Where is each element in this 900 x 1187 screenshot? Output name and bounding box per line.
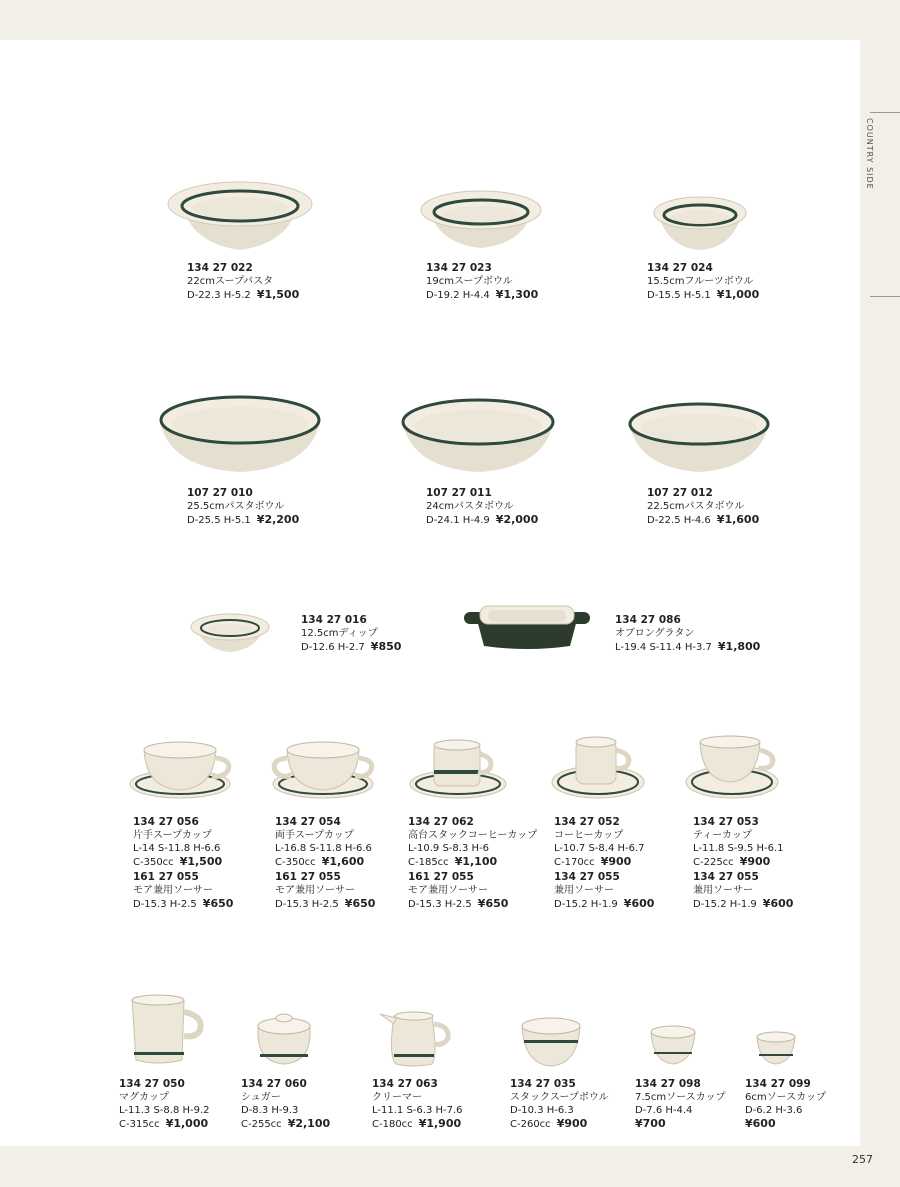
- product-price: ¥1,800: [717, 640, 761, 653]
- product-name: 高台スタックコーヒーカップ: [408, 830, 538, 841]
- one-handle-soup-cup-image: [128, 738, 236, 806]
- saucer-price: ¥650: [344, 897, 376, 910]
- product-name: スタックスープボウル: [510, 1092, 609, 1103]
- saucer-code: 134 27 055: [693, 871, 759, 883]
- product-dims: D-24.1 H-4.9: [426, 515, 490, 526]
- product-price: ¥1,500: [256, 288, 300, 301]
- product-134-27-098: [635, 1078, 726, 1130]
- product-code: 107 27 010: [187, 487, 253, 499]
- product-capacity: C-170cc: [554, 857, 595, 868]
- product-dims: D-6.2 H-3.6: [745, 1105, 803, 1116]
- product-price: ¥900: [556, 1117, 588, 1130]
- two-handle-soup-cup-image: [268, 738, 378, 806]
- product-name: 24cmパスタボウル: [426, 501, 514, 512]
- product-dims: D-19.2 H-4.4: [426, 290, 490, 301]
- oblong-gratin-image: [462, 600, 592, 652]
- saucer-dims: D-15.3 H-2.5: [133, 899, 197, 910]
- product-name: 25.5cmパスタボウル: [187, 501, 285, 512]
- product-price: ¥1,900: [418, 1117, 462, 1130]
- product-134-27-062: [408, 816, 537, 911]
- product-dims: D-15.5 H-5.1: [647, 290, 711, 301]
- saucer-price: ¥600: [762, 897, 794, 910]
- saucer-code: 161 27 055: [275, 871, 341, 883]
- product-code: 107 27 012: [647, 487, 713, 499]
- product-code: 134 27 050: [119, 1078, 185, 1090]
- product-dims: D-7.6 H-4.4: [635, 1105, 693, 1116]
- product-dims: D-25.5 H-5.1: [187, 515, 251, 526]
- product-code: 134 27 060: [241, 1078, 307, 1090]
- product-134-27-016: [301, 614, 401, 654]
- pasta-bowl-24-image: [398, 394, 558, 478]
- product-price: ¥1,000: [716, 288, 760, 301]
- product-capacity: C-260cc: [510, 1119, 551, 1130]
- product-dims: L-11.3 S-8.8 H-9.2: [119, 1105, 210, 1116]
- product-code: 134 27 086: [615, 614, 681, 626]
- product-code: 134 27 052: [554, 816, 620, 828]
- page-number: 257: [852, 1153, 873, 1166]
- fruit-bowl-image: [650, 192, 750, 256]
- saucer-code: 161 27 055: [133, 871, 199, 883]
- product-code: 134 27 063: [372, 1078, 438, 1090]
- pasta-bowl-25-image: [155, 390, 325, 480]
- product-code: 134 27 022: [187, 262, 253, 274]
- product-dims: D-22.3 H-5.2: [187, 290, 251, 301]
- saucer-name: モア兼用ソーサー: [408, 885, 488, 896]
- product-name: 7.5cmソースカップ: [635, 1092, 726, 1103]
- product-price: ¥900: [739, 855, 771, 868]
- sauce-cup-75-image: [648, 1024, 698, 1066]
- saucer-code: 134 27 055: [554, 871, 620, 883]
- section-label: COUNTRY SIDE: [865, 118, 874, 190]
- product-capacity: C-185cc: [408, 857, 449, 868]
- product-code: 134 27 098: [635, 1078, 701, 1090]
- saucer-dims: D-15.3 H-2.5: [408, 899, 472, 910]
- product-134-27-056: [133, 816, 233, 911]
- product-code: 134 27 062: [408, 816, 474, 828]
- saucer-name: モア兼用ソーサー: [275, 885, 355, 896]
- product-capacity: C-315cc: [119, 1119, 160, 1130]
- product-134-27-022: [187, 262, 299, 302]
- product-price: ¥2,200: [256, 513, 300, 526]
- product-price: ¥700: [635, 1117, 666, 1130]
- saucer-name: 兼用ソーサー: [554, 885, 614, 896]
- product-dims: L-11.8 S-9.5 H-6.1: [693, 843, 784, 854]
- product-price: ¥1,300: [495, 288, 539, 301]
- stack-soup-bowl-image: [518, 1014, 584, 1070]
- product-price: ¥600: [745, 1117, 776, 1130]
- product-dims: L-10.9 S-8.3 H-6: [408, 843, 489, 854]
- product-134-27-053: [693, 816, 793, 911]
- product-dims: L-10.7 S-8.4 H-6.7: [554, 843, 645, 854]
- product-name: 22.5cmパスタボウル: [647, 501, 745, 512]
- product-107-27-011: [426, 487, 538, 527]
- product-dims: L-14 S-11.8 H-6.6: [133, 843, 221, 854]
- product-name: マグカップ: [119, 1092, 169, 1103]
- product-name: 22cmスープパスタ: [187, 276, 274, 287]
- product-code: 107 27 011: [426, 487, 492, 499]
- saucer-code: 161 27 055: [408, 871, 474, 883]
- product-dims: D-8.3 H-9.3: [241, 1105, 299, 1116]
- stack-coffee-cup-image: [408, 736, 512, 806]
- product-134-27-060: [241, 1078, 330, 1131]
- product-134-27-099: [745, 1078, 826, 1130]
- saucer-dims: D-15.2 H-1.9: [693, 899, 757, 910]
- product-capacity: C-255cc: [241, 1119, 282, 1130]
- product-code: 134 27 054: [275, 816, 341, 828]
- product-134-27-052: [554, 816, 654, 911]
- saucer-dims: D-15.3 H-2.5: [275, 899, 339, 910]
- product-134-27-023: [426, 262, 538, 302]
- product-dims: D-10.3 H-6.3: [510, 1105, 574, 1116]
- product-name: 19cmスープボウル: [426, 276, 513, 287]
- sauce-cup-6-image: [754, 1030, 798, 1066]
- product-capacity: C-225cc: [693, 857, 734, 868]
- product-134-27-035: [510, 1078, 609, 1131]
- coffee-cup-image: [550, 736, 648, 806]
- product-capacity: C-350cc: [133, 857, 174, 868]
- product-name: 片手スープカップ: [133, 830, 212, 841]
- dip-bowl-image: [188, 610, 272, 654]
- product-name: 両手スープカップ: [275, 830, 354, 841]
- product-name: クリーマー: [372, 1092, 422, 1103]
- product-name: シュガー: [241, 1092, 281, 1103]
- product-name: ティーカップ: [693, 830, 752, 841]
- product-price: ¥1,500: [179, 855, 223, 868]
- soup-pasta-plate-image: [160, 172, 320, 262]
- saucer-dims: D-15.2 H-1.9: [554, 899, 618, 910]
- saucer-name: モア兼用ソーサー: [133, 885, 213, 896]
- product-dims: L-16.8 S-11.8 H-6.6: [275, 843, 372, 854]
- product-price: ¥1,600: [321, 855, 365, 868]
- product-code: 134 27 099: [745, 1078, 811, 1090]
- tea-cup-image: [684, 736, 782, 806]
- product-price: ¥1,600: [716, 513, 760, 526]
- product-name: オブロングラタン: [615, 628, 695, 639]
- product-name: 12.5cmディップ: [301, 628, 378, 639]
- side-rule-top: [870, 112, 900, 113]
- soup-bowl-19-image: [416, 186, 546, 256]
- side-rule-bottom: [870, 296, 900, 297]
- product-134-27-024: [647, 262, 759, 302]
- product-134-27-086: [615, 614, 760, 654]
- product-dims: L-19.4 S-11.4 H-3.7: [615, 642, 712, 653]
- product-dims: D-12.6 H-2.7: [301, 642, 365, 653]
- product-code: 134 27 016: [301, 614, 367, 626]
- product-price: ¥2,000: [495, 513, 539, 526]
- product-code: 134 27 056: [133, 816, 199, 828]
- product-price: ¥1,100: [454, 855, 498, 868]
- product-134-27-050: [119, 1078, 210, 1131]
- product-price: ¥1,000: [165, 1117, 209, 1130]
- product-name: コーヒーカップ: [554, 830, 624, 841]
- sugar-pot-image: [254, 1010, 314, 1068]
- product-name: 15.5cmフルーツボウル: [647, 276, 754, 287]
- product-price: ¥2,100: [287, 1117, 331, 1130]
- pasta-bowl-22-image: [626, 398, 772, 478]
- product-name: 6cmソースカップ: [745, 1092, 827, 1103]
- saucer-name: 兼用ソーサー: [693, 885, 753, 896]
- product-code: 134 27 035: [510, 1078, 576, 1090]
- mug-image: [128, 994, 208, 1070]
- product-price: ¥850: [370, 640, 402, 653]
- product-code: 134 27 023: [426, 262, 492, 274]
- product-price: ¥900: [600, 855, 632, 868]
- creamer-image: [378, 1008, 460, 1068]
- product-107-27-012: [647, 487, 759, 527]
- product-107-27-010: [187, 487, 299, 527]
- saucer-price: ¥650: [202, 897, 234, 910]
- product-dims: D-22.5 H-4.6: [647, 515, 711, 526]
- product-code: 134 27 053: [693, 816, 759, 828]
- saucer-price: ¥650: [477, 897, 509, 910]
- product-134-27-063: [372, 1078, 463, 1131]
- product-134-27-054: [275, 816, 375, 911]
- product-capacity: C-180cc: [372, 1119, 413, 1130]
- product-dims: L-11.1 S-6.3 H-7.6: [372, 1105, 463, 1116]
- product-capacity: C-350cc: [275, 857, 316, 868]
- product-code: 134 27 024: [647, 262, 713, 274]
- saucer-price: ¥600: [623, 897, 655, 910]
